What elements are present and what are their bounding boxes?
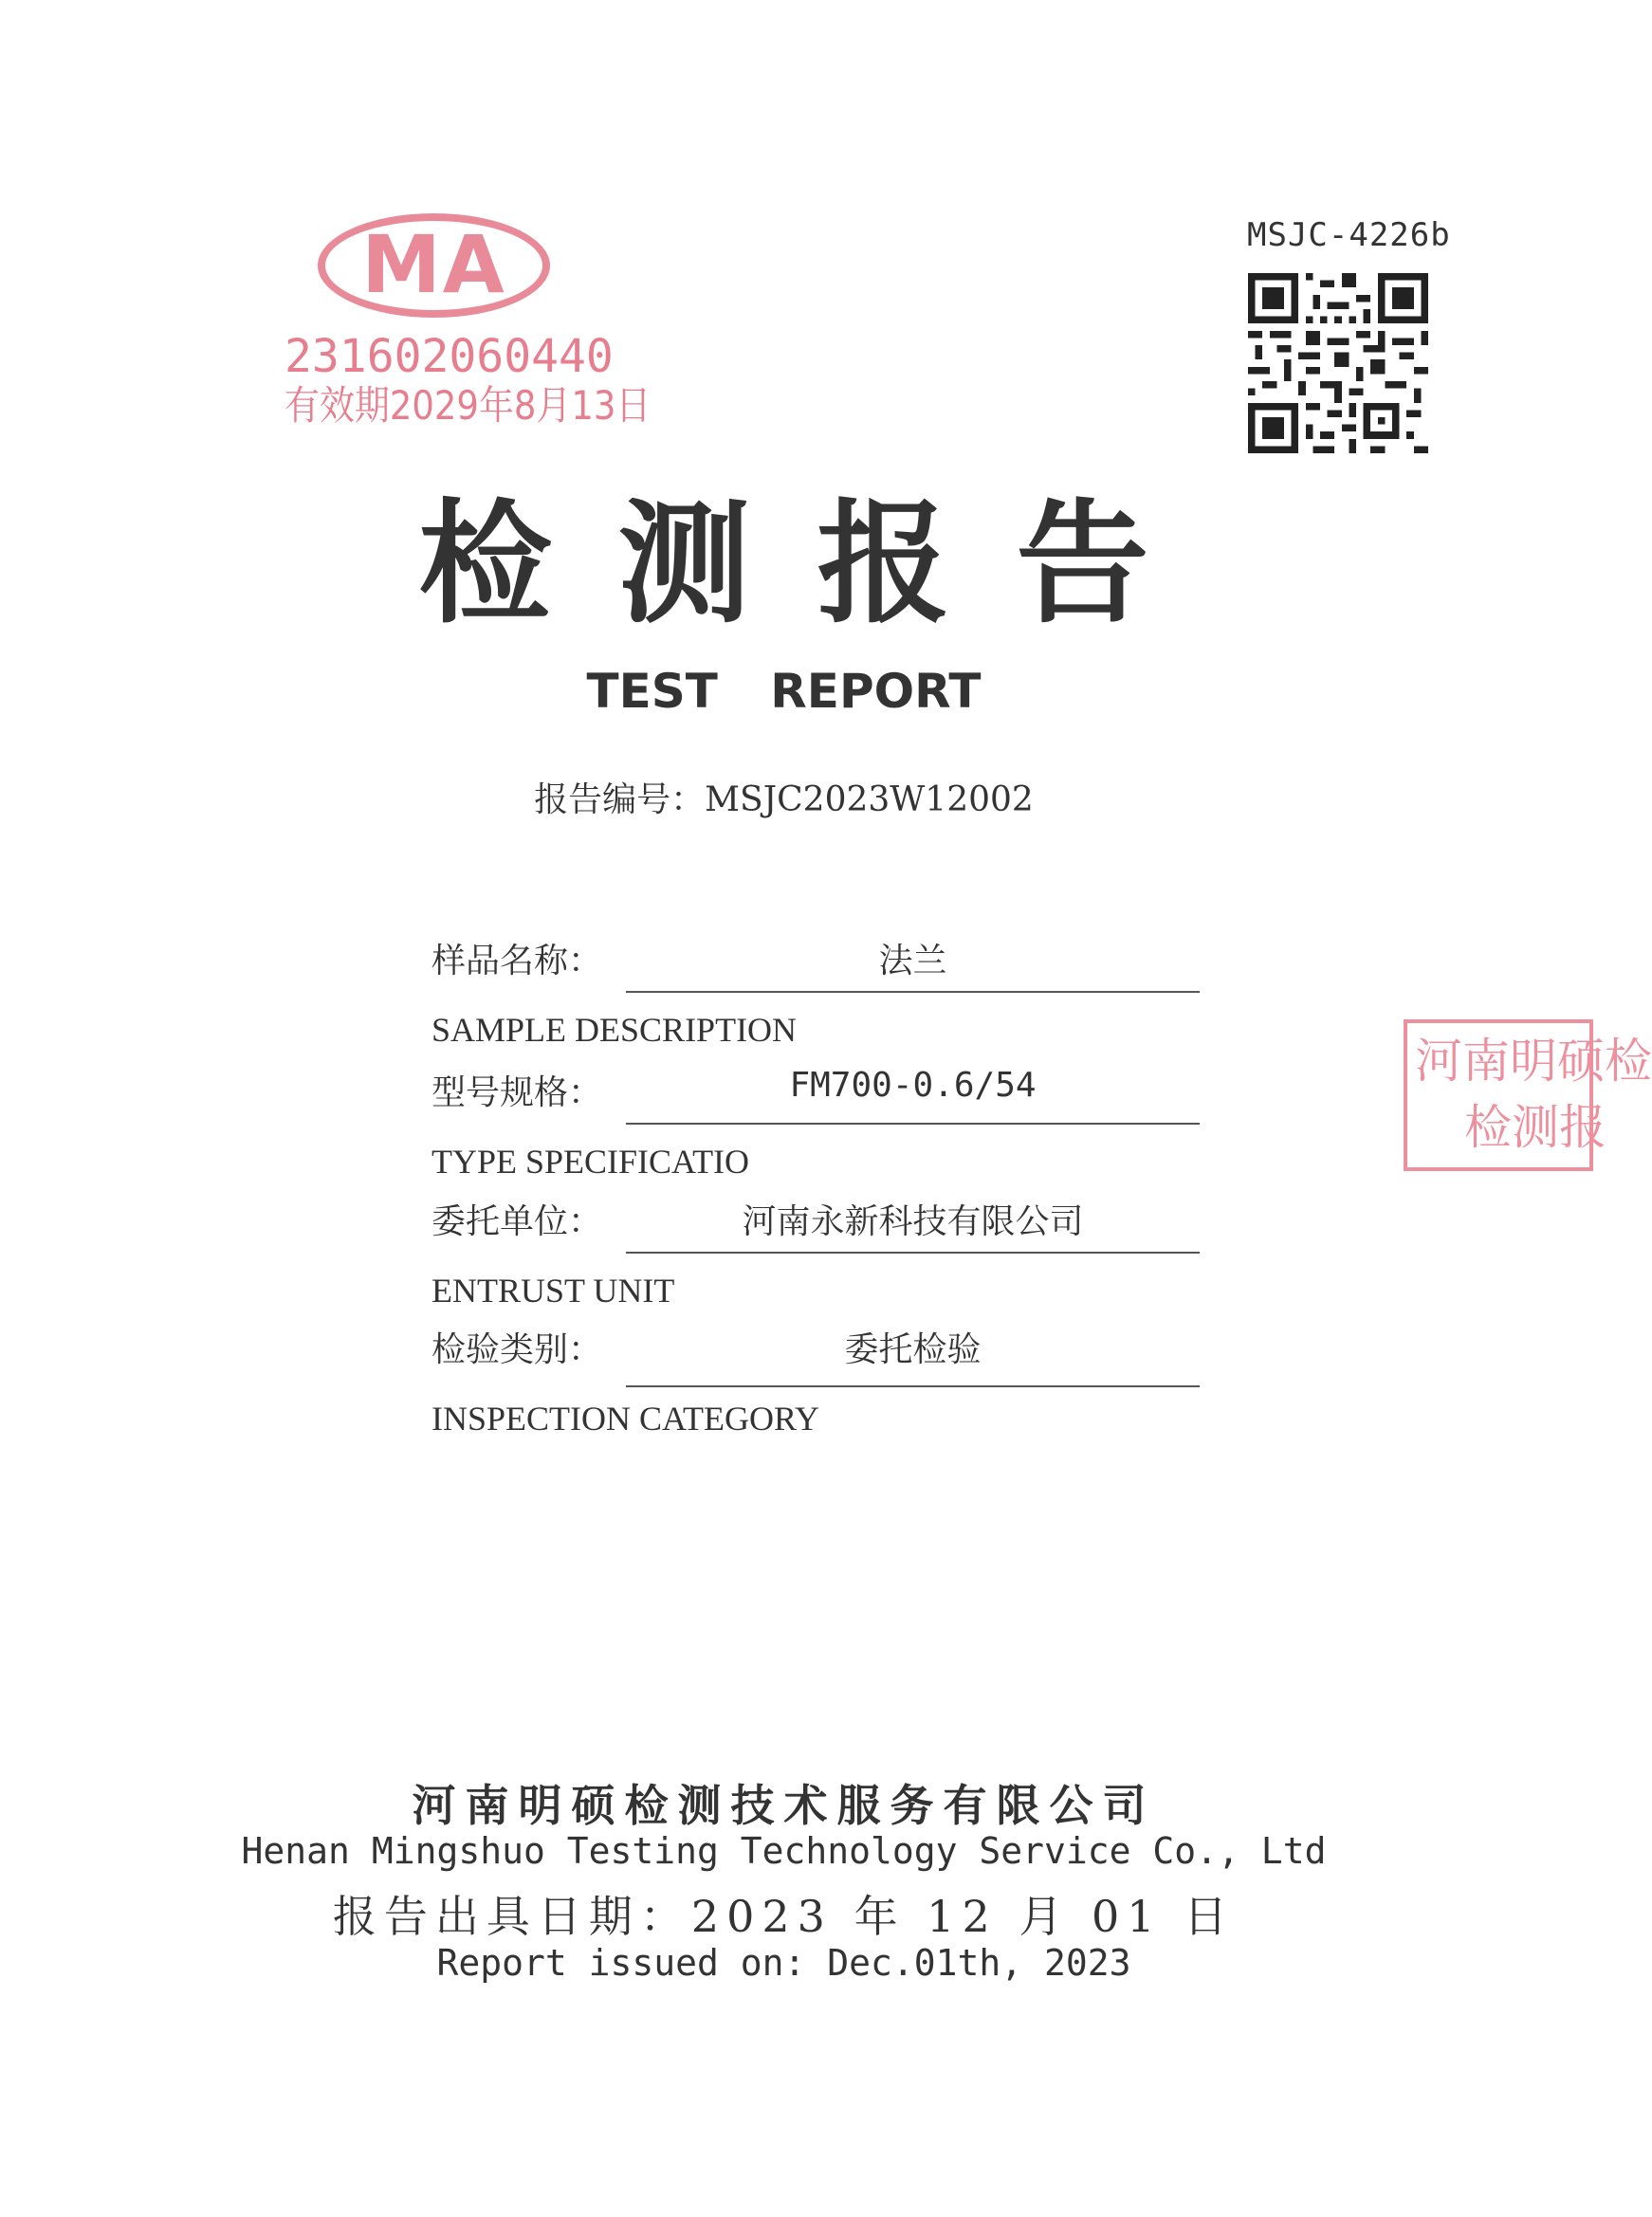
field-label-en: TYPE SPECIFICATIO <box>431 1143 750 1181</box>
field-label-cn: 样品名称： <box>431 942 603 980</box>
company-name-en: Henan Mingshuo Testing Technology Service Co., Ltd <box>241 1830 1327 1872</box>
field-underline <box>626 1385 1200 1387</box>
mac-cert-number: 231602060440 <box>285 330 614 383</box>
field-label-en: SAMPLE DESCRIPTION <box>431 1011 798 1049</box>
page-title-cn: 检测报告 <box>418 486 1216 642</box>
field-label-en: INSPECTION CATEGORY <box>431 1400 820 1438</box>
report-number: 报告编号：MSJC2023W12002 <box>534 780 1034 819</box>
field-value: 河南永新科技有限公司 <box>742 1202 1084 1241</box>
page-title-en: TEST REPORT <box>586 664 982 719</box>
qr-code-icon <box>1248 273 1428 453</box>
field-underline <box>626 1252 1200 1254</box>
mac-certification-stamp <box>285 204 652 441</box>
issue-date-cn: 报告出具日期：2023 年 12 月 01 日 <box>332 1891 1236 1942</box>
company-name-cn: 河南明硕检测技术服务有限公司 <box>412 1780 1156 1831</box>
field-value: 委托检验 <box>844 1330 982 1369</box>
issue-date-en: Report issued on: Dec.01th, 2023 <box>436 1942 1131 1984</box>
field-underline <box>626 1123 1200 1125</box>
field-label-cn: 委托单位： <box>431 1202 603 1241</box>
field-label-en: ENTRUST UNIT <box>431 1272 675 1310</box>
field-value: 法兰 <box>878 942 947 980</box>
company-seal-stamp <box>1404 1019 1652 1171</box>
field-label-cn: 检验类别： <box>431 1330 603 1369</box>
document-code: MSJC-4226b <box>1247 216 1451 254</box>
field-label-cn: 型号规格： <box>431 1073 603 1112</box>
field-value: FM700-0.6/54 <box>789 1066 1037 1105</box>
seal-line-2: 检测报 <box>1464 1100 1606 1155</box>
mac-validity-date: 有效期2029年8月13日 <box>285 382 652 429</box>
seal-line-1: 河南明硕检 <box>1415 1034 1652 1089</box>
field-underline <box>626 991 1200 993</box>
mac-stamp-logo-text: MA <box>361 218 506 311</box>
